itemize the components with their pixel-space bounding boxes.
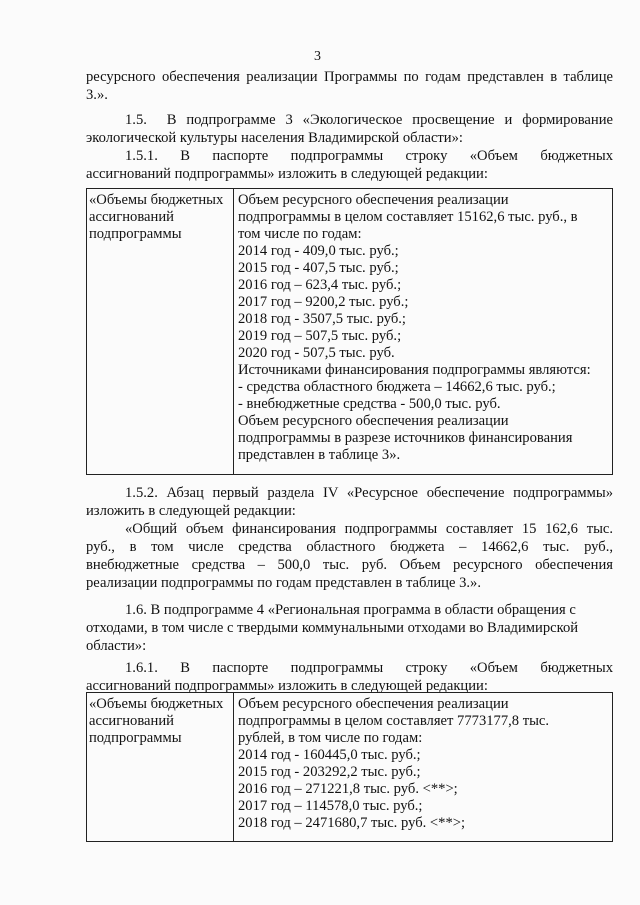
page-number: 3 xyxy=(314,49,321,64)
table2-right-cell xyxy=(233,692,613,842)
paragraph-line: экологической культуры населения Владимирской области»: xyxy=(86,130,463,146)
table2-left-line: подпрограммы xyxy=(89,730,182,746)
table1-right-line: 2018 год - 3507,5 тыс. руб.; xyxy=(238,311,406,327)
table2-right-line: подпрограммы в целом составляет 7773177,8 тыс. xyxy=(238,713,550,729)
table1-right-line: 2016 год – 623,4 тыс. руб.; xyxy=(238,277,402,293)
paragraph-line: 1.5.1. В паспорте подпрограммы строку «Объем бюджетных xyxy=(125,148,613,164)
table1-right-line: 2015 год - 407,5 тыс. руб.; xyxy=(238,260,399,276)
table1-right-line: - средства областного бюджета – 14662,6 тыс. руб.; xyxy=(238,379,556,395)
paragraph-line: руб., в том числе средства областного бюджета – 14662,6 тыс. руб., xyxy=(86,539,613,555)
paragraph-line: отходами, в том числе с твердыми коммунальными отходами во Владимирской xyxy=(86,620,579,636)
paragraph-line: «Общий объем финансирования подпрограммы составляет 15 162,6 тыс. xyxy=(125,521,613,537)
table1-right-line: подпрограммы в целом составляет 15162,6 тыс. руб., в xyxy=(238,209,578,225)
table1-right-line: 2014 год - 409,0 тыс. руб.; xyxy=(238,243,399,259)
table1-right-line: представлен в таблице 3». xyxy=(238,447,401,463)
table1-right-line: 2020 год - 507,5 тыс. руб. xyxy=(238,345,395,361)
paragraph-line: изложить в следующей редакции: xyxy=(86,503,296,519)
table2-right-line: 2016 год – 271221,8 тыс. руб. <**>; xyxy=(238,781,458,797)
table2-right-line: 2015 год - 203292,2 тыс. руб.; xyxy=(238,764,421,780)
table2-left-cell xyxy=(86,692,234,842)
table2-left-line: ассигнований xyxy=(89,713,174,729)
paragraph-line: ассигнований подпрограммы» изложить в следующей редакции: xyxy=(86,678,488,694)
table1-left-line: подпрограммы xyxy=(89,226,182,242)
table2-right-line: 2014 год - 160445,0 тыс. руб.; xyxy=(238,747,421,763)
table2-right-line: 2018 год – 2471680,7 тыс. руб. <**>; xyxy=(238,815,466,831)
table1-right-line: - внебюджетные средства - 500,0 тыс. руб. xyxy=(238,396,501,412)
table1-right-line: подпрограммы в разрезе источников финансирования xyxy=(238,430,573,446)
paragraph-line: 1.5.2. Абзац первый раздела IV «Ресурсное обеспечение подпрограммы» xyxy=(125,485,613,501)
paragraph-line: 3.». xyxy=(86,87,108,103)
paragraph-line: ресурсного обеспечения реализации Программы по годам представлен в таблице xyxy=(86,69,613,85)
table1-right-cell xyxy=(233,188,613,475)
table1-right-line: 2017 год – 9200,2 тыс. руб.; xyxy=(238,294,409,310)
paragraph-line: 1.6.1. В паспорте подпрограммы строку «Объем бюджетных xyxy=(125,660,613,676)
paragraph-line: реализации подпрограммы по годам представлен в таблице 3.». xyxy=(86,575,482,591)
paragraph-line: внебюджетные средства – 500,0 тыс. руб. Объем ресурсного обеспечения xyxy=(86,557,613,573)
paragraph-line: области»: xyxy=(86,638,147,654)
table1-right-line: 2019 год – 507,5 тыс. руб.; xyxy=(238,328,402,344)
table2-right-line: 2017 год – 114578,0 тыс. руб.; xyxy=(238,798,423,814)
table2-left-line: «Объемы бюджетных xyxy=(89,696,224,712)
paragraph-line: 1.6. В подпрограмме 4 «Региональная программа в области обращения с xyxy=(125,602,576,618)
table1-right-line: том числе по годам: xyxy=(238,226,362,242)
table2-right-line: рублей, в том числе по годам: xyxy=(238,730,423,746)
table1-right-line: Источниками финансирования подпрограммы являются: xyxy=(238,362,591,378)
paragraph-line: 1.5. В подпрограмме 3 «Экологическое просвещение и формирование xyxy=(125,112,613,128)
table1-right-line: Объем ресурсного обеспечения реализации xyxy=(238,192,509,208)
table1-left-cell xyxy=(86,188,234,475)
table2-right-line: Объем ресурсного обеспечения реализации xyxy=(238,696,509,712)
table1-left-line: «Объемы бюджетных xyxy=(89,192,224,208)
table1-left-line: ассигнований xyxy=(89,209,174,225)
table1-right-line: Объем ресурсного обеспечения реализации xyxy=(238,413,509,429)
paragraph-line: ассигнований подпрограммы» изложить в следующей редакции: xyxy=(86,166,488,182)
